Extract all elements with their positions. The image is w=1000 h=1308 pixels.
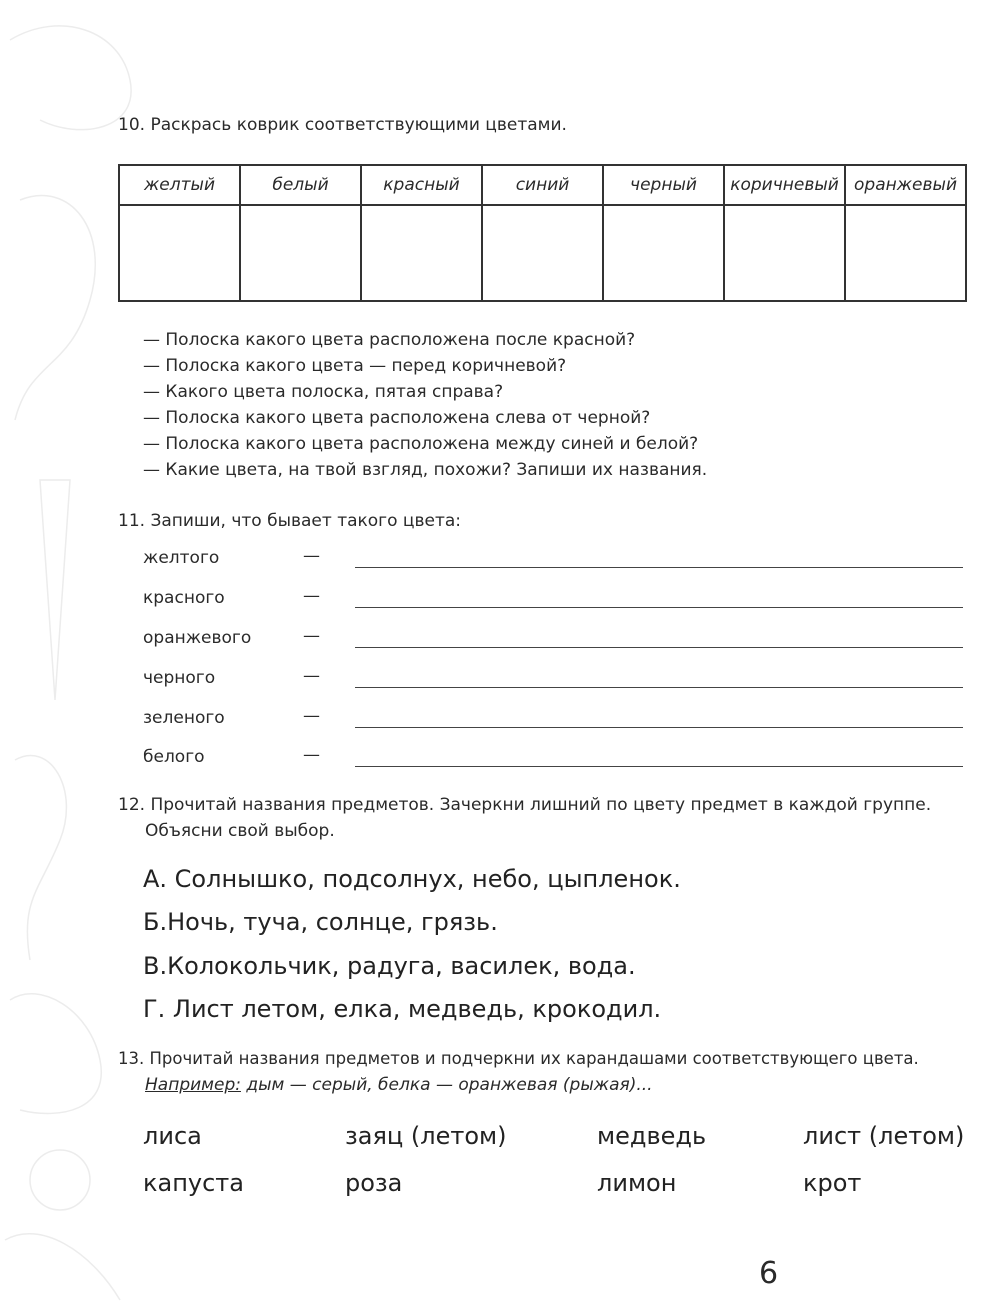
fill-row xyxy=(143,624,963,654)
word-item[interactable]: крот xyxy=(803,1169,862,1197)
question-6: — Какие цвета, на твой взгляд, похожи? Запиши их названия. xyxy=(143,460,708,480)
answer-line[interactable] xyxy=(355,647,963,648)
task13-title: 13. Прочитай названия предметов и подчеркни их карандашами соответствующего цвета. xyxy=(118,1049,919,1068)
rug-color-cell[interactable] xyxy=(482,205,603,301)
task11-title: 11. Запиши, что бывает такого цвета: xyxy=(118,511,462,531)
example-label: Например: xyxy=(145,1075,241,1095)
fill-row xyxy=(143,544,963,574)
word-item[interactable]: лимон xyxy=(597,1169,677,1197)
fill-row xyxy=(143,743,963,773)
page-number: 6 xyxy=(759,1256,779,1291)
color-word: зеленого xyxy=(143,708,225,728)
example-text: дым — серый, белка — оранжевая (рыжая)... xyxy=(240,1075,653,1095)
rug-header-cell: красный xyxy=(361,165,482,205)
word-item[interactable]: капуста xyxy=(143,1169,244,1197)
answer-line[interactable] xyxy=(355,727,963,728)
fill-row xyxy=(143,664,963,694)
color-word: белого xyxy=(143,747,205,767)
color-word: желтого xyxy=(143,548,220,568)
rug-header-cell: черный xyxy=(603,165,724,205)
question-1: — Полоска какого цвета расположена после красной? xyxy=(143,330,636,350)
rug-header-cell: оранжевый xyxy=(845,165,966,205)
rug-header-row xyxy=(119,165,966,205)
dash: — xyxy=(303,745,320,765)
rug-header-cell: коричневый xyxy=(724,165,845,205)
question-4: — Полоска какого цвета расположена слева от черной? xyxy=(143,408,651,428)
answer-line[interactable] xyxy=(355,687,963,688)
rug-color-cell[interactable] xyxy=(724,205,845,301)
task12-title-line1: 12. Прочитай названия предметов. Зачеркни лишний по цвету предмет в каждой группе. xyxy=(118,795,932,815)
rug-color-row xyxy=(119,205,966,301)
group-a: А. Солнышко, подсолнух, небо, цыпленок. xyxy=(143,865,681,893)
group-b: Б.Ночь, туча, солнце, грязь. xyxy=(143,908,498,936)
rug-color-cell[interactable] xyxy=(361,205,482,301)
question-2: — Полоска какого цвета — перед коричневой? xyxy=(143,356,567,376)
color-word: черного xyxy=(143,668,216,688)
rug-header-cell: желтый xyxy=(119,165,240,205)
word-item[interactable]: лист (летом) xyxy=(803,1122,965,1150)
rug-color-cell[interactable] xyxy=(845,205,966,301)
dash: — xyxy=(303,666,320,686)
question-3: — Какого цвета полоска, пятая справа? xyxy=(143,382,504,402)
question-5: — Полоска какого цвета расположена между синей и белой? xyxy=(143,434,699,454)
task10-title: 10. Раскрась коврик соответствующими цветами. xyxy=(118,115,567,135)
word-item[interactable]: лиса xyxy=(143,1122,202,1150)
dash: — xyxy=(303,586,320,606)
fill-row xyxy=(143,704,963,734)
dash: — xyxy=(303,546,320,566)
rug-color-cell[interactable] xyxy=(119,205,240,301)
answer-line[interactable] xyxy=(355,567,963,568)
rug-color-cell[interactable] xyxy=(240,205,361,301)
dash: — xyxy=(303,706,320,726)
group-v: В.Колокольчик, радуга, василек, вода. xyxy=(143,952,636,980)
word-item[interactable]: медведь xyxy=(597,1122,707,1150)
answer-line[interactable] xyxy=(355,766,963,767)
fill-row xyxy=(143,584,963,614)
rug-header-cell: белый xyxy=(240,165,361,205)
color-word: красного xyxy=(143,588,225,608)
dash: — xyxy=(303,626,320,646)
rug-header-cell: синий xyxy=(482,165,603,205)
answer-line[interactable] xyxy=(355,607,963,608)
task12-title-line2: Объясни свой выбор. xyxy=(145,821,335,841)
word-item[interactable]: роза xyxy=(345,1169,403,1197)
rug-table xyxy=(118,164,967,302)
rug-color-cell[interactable] xyxy=(603,205,724,301)
task13-example xyxy=(145,1072,653,1098)
group-g: Г. Лист летом, елка, медведь, крокодил. xyxy=(143,995,662,1023)
word-item[interactable]: заяц (летом) xyxy=(345,1122,507,1150)
color-word: оранжевого xyxy=(143,628,252,648)
